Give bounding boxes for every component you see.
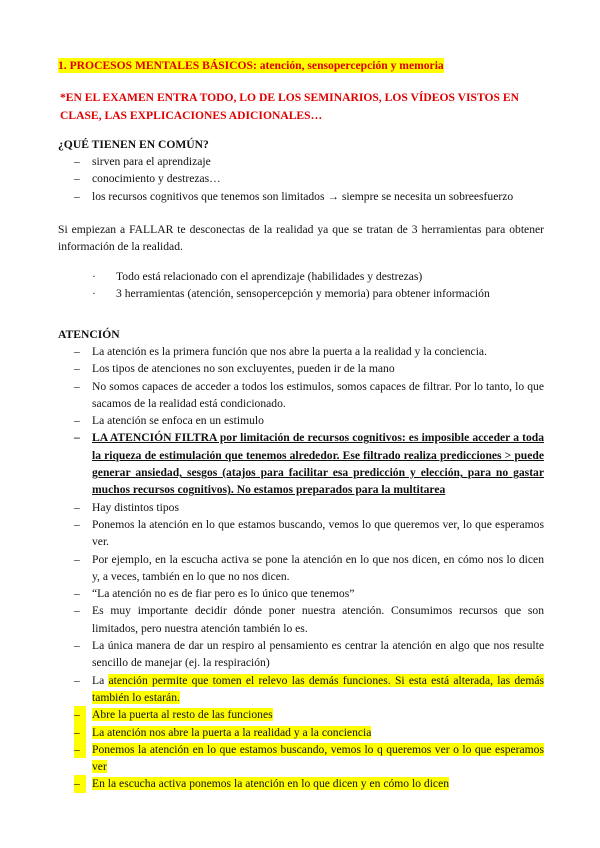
highlighted-list-item: – Abre la puerta al resto de las funciones <box>58 706 544 723</box>
list-item: – “La atención no es de fiar pero es lo único que tenemos” <box>58 585 544 602</box>
common-list <box>58 153 544 205</box>
list-item-relevo: – La atención permite que tomen el relevo las demás funciones. Si esta está alterada, las demás también lo estarán. <box>58 672 544 707</box>
highlighted-list-item: – En la escucha activa ponemos la atención en lo que dicen y en cómo lo dicen <box>58 775 544 792</box>
list-item: – los recursos cognitivos que tenemos son limitados → siempre se necesita un sobreesfuerzo <box>58 188 544 205</box>
list-item: – Por ejemplo, en la escucha activa se pone la atención en lo que nos dicen, en cómo nos lo dicen y, a veces, también en lo que no nos dicen. <box>58 551 544 586</box>
common-bullets <box>58 268 544 303</box>
exam-notice: *EN EL EXAMEN ENTRA TODO, LO DE LOS SEMINARIOS, LOS VÍDEOS VISTOS EN CLASE, LAS EXPLICACIONES ADICIONALES… <box>60 91 519 122</box>
list-item: – La única manera de dar un respiro al pensamiento es centrar la atención en algo que nos resulte sencillo de manejar (ej. la respiración) <box>58 637 544 672</box>
common-heading: ¿QUÉ TIENEN EN COMÚN? <box>58 138 209 151</box>
list-item: · Todo está relacionado con el aprendizaje (habilidades y destrezas) <box>58 268 544 285</box>
attention-heading: ATENCIÓN <box>58 328 120 341</box>
list-item: – Los tipos de atenciones no son excluyentes, pueden ir de la mano <box>58 360 544 377</box>
list-item: – Es muy importante decidir dónde poner nuestra atención. Consumimos recursos que son limitados, pero nuestra atención también lo es. <box>58 602 544 637</box>
common-paragraph: Si empiezan a FALLAR te desconectas de la realidad ya que se tratan de 3 herramientas para obtener información de la realidad. <box>58 223 544 254</box>
list-item: – La atención es la primera función que nos abre la puerta a la realidad y la conciencia. <box>58 343 544 360</box>
list-item: – conocimiento y destrezas… <box>58 170 544 187</box>
highlighted-text: atención permite que tomen el relevo las demás funciones. Si esta está alterada, las demás también lo estarán. <box>92 673 544 704</box>
document-title-text: 1. PROCESOS MENTALES BÁSICOS: atención, sensopercepción y memoria <box>58 59 444 72</box>
list-item: – Ponemos la atención en lo que estamos buscando, vemos lo que queremos ver, lo que esperamos ver. <box>58 516 544 551</box>
list-item-emphasis: – LA ATENCIÓN FILTRA por limitación de recursos cognitivos: es imposible acceder a toda la riqueza de estimulación que tenemos alrededor. Ese filtrado realiza predicciones > puede generar ansiedad, sesgos (atajos para facilitar esa predicción y elección, para no gastar muchos recursos cognitivos). No estamos preparados para la multitarea <box>58 429 544 498</box>
list-item: – La atención se enfoca en un estimulo <box>58 412 544 429</box>
highlighted-list-item: – Ponemos la atención en lo que estamos buscando, vemos lo q queremos ver o lo que esperamos ver <box>58 741 544 776</box>
attention-list <box>58 343 544 793</box>
document-title <box>58 57 542 74</box>
highlighted-list-item: – La atención nos abre la puerta a la realidad y a la conciencia <box>58 724 544 741</box>
list-item: – No somos capaces de acceder a todos los estimulos, somos capaces de filtrar. Por lo tanto, lo que sacamos de la realidad está condicionado. <box>58 378 544 413</box>
list-item: · 3 herramientas (atención, sensopercepción y memoria) para obtener información <box>58 285 544 302</box>
list-item: – Hay distintos tipos <box>58 499 544 516</box>
list-item: – sirven para el aprendizaje <box>58 153 544 170</box>
